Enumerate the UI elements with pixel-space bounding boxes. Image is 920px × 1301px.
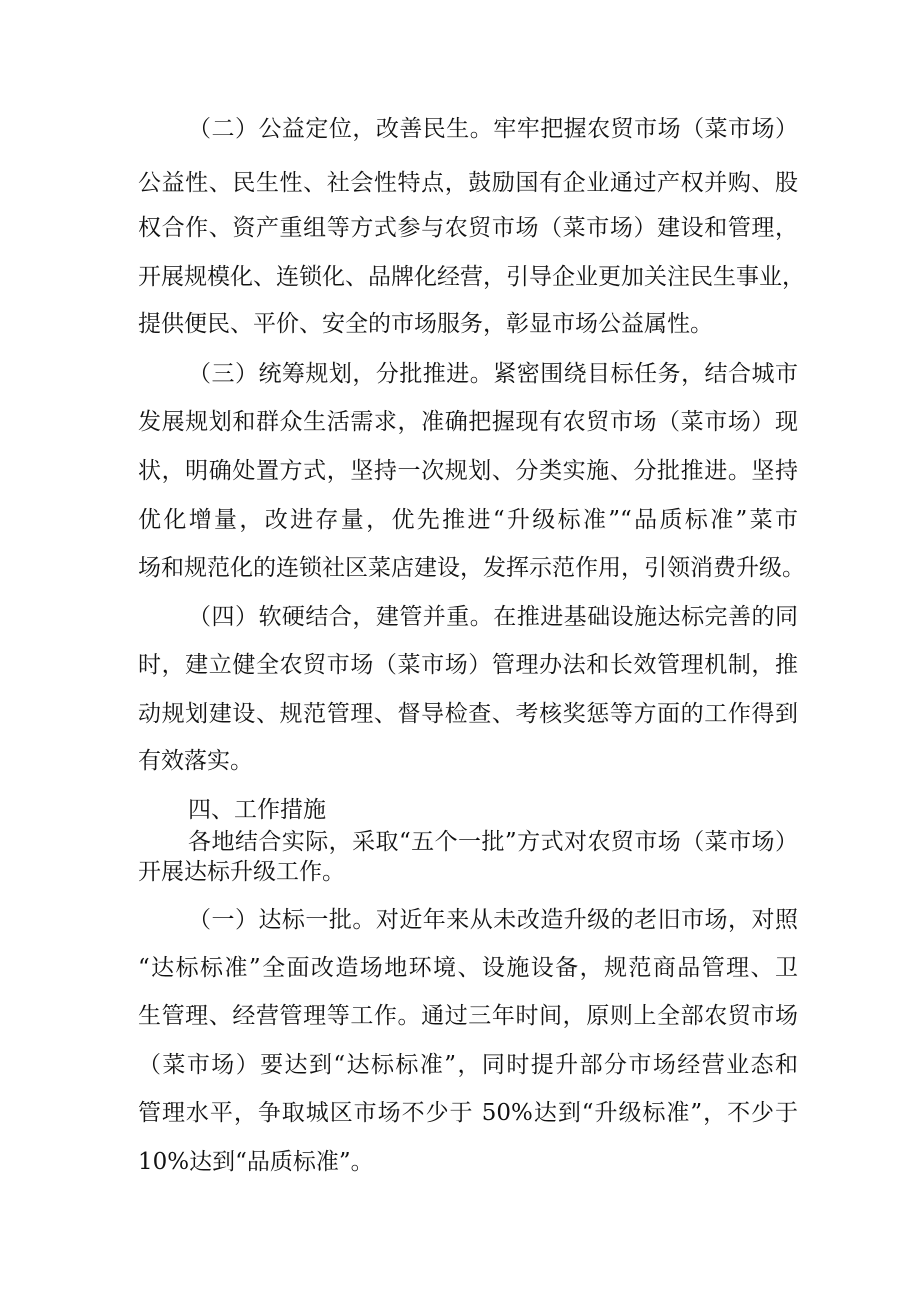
text-line: 状，明确处置方式，坚持一次规划、分类实施、分批推进。坚持 [138,458,798,484]
text-line: 权合作、资产重组等方式参与农贸市场（菜市场）建设和管理， [138,215,798,241]
text-line: “达标标准”全面改造场地环境、设施设备，规范商品管理、卫 [138,955,798,981]
text-line: 管理水平，争取城区市场不少于 50%达到“升级标准”，不少于 [138,1100,798,1126]
text-line: 有效落实。 [138,748,253,774]
text-line: 各地结合实际，采取“五个一批”方式对农贸市场（菜市场） [188,829,798,855]
text-line: 开展达标升级工作。 [138,859,345,885]
text-line: （二）公益定位，改善民生。牢牢把握农贸市场（菜市场） [188,116,798,142]
text-line: 10%达到“品质标准”。 [138,1149,374,1175]
text-line: （三）统筹规划，分批推进。紧密围绕目标任务，结合城市 [188,361,798,387]
text-line: （菜市场）要达到“达标标准”，同时提升部分市场经营业态和 [138,1052,798,1078]
text-line: 生管理、经营管理等工作。通过三年时间，原则上全部农贸市场 [138,1003,798,1029]
text-line: 发展规划和群众生活需求，准确把握现有农贸市场（菜市场）现 [138,409,798,435]
section-heading: 四、工作措施 [188,797,326,823]
text-line: 时，建立健全农贸市场（菜市场）管理办法和长效管理机制，推 [138,652,798,678]
text-line: 提供便民、平价、安全的市场服务，彰显市场公益属性。 [138,311,713,337]
text-line: 动规划建设、规范管理、督导检查、考核奖惩等方面的工作得到 [138,701,798,727]
text-line: （一）达标一批。对近年来从未改造升级的老旧市场，对照 [188,907,798,933]
text-line: 优化增量，改进存量，优先推进“升级标准”“品质标准”菜市 [138,507,798,533]
text-line: 开展规模化、连锁化、品牌化经营，引导企业更加关注民生事业， [138,264,805,290]
text-line: 公益性、民生性、社会性特点，鼓励国有企业通过产权并购、股 [138,170,798,196]
text-line: 场和规范化的连锁社区菜店建设，发挥示范作用，引领消费升级。 [138,555,805,581]
text-line: （四）软硬结合，建管并重。在推进基础设施达标完善的同 [188,604,798,630]
